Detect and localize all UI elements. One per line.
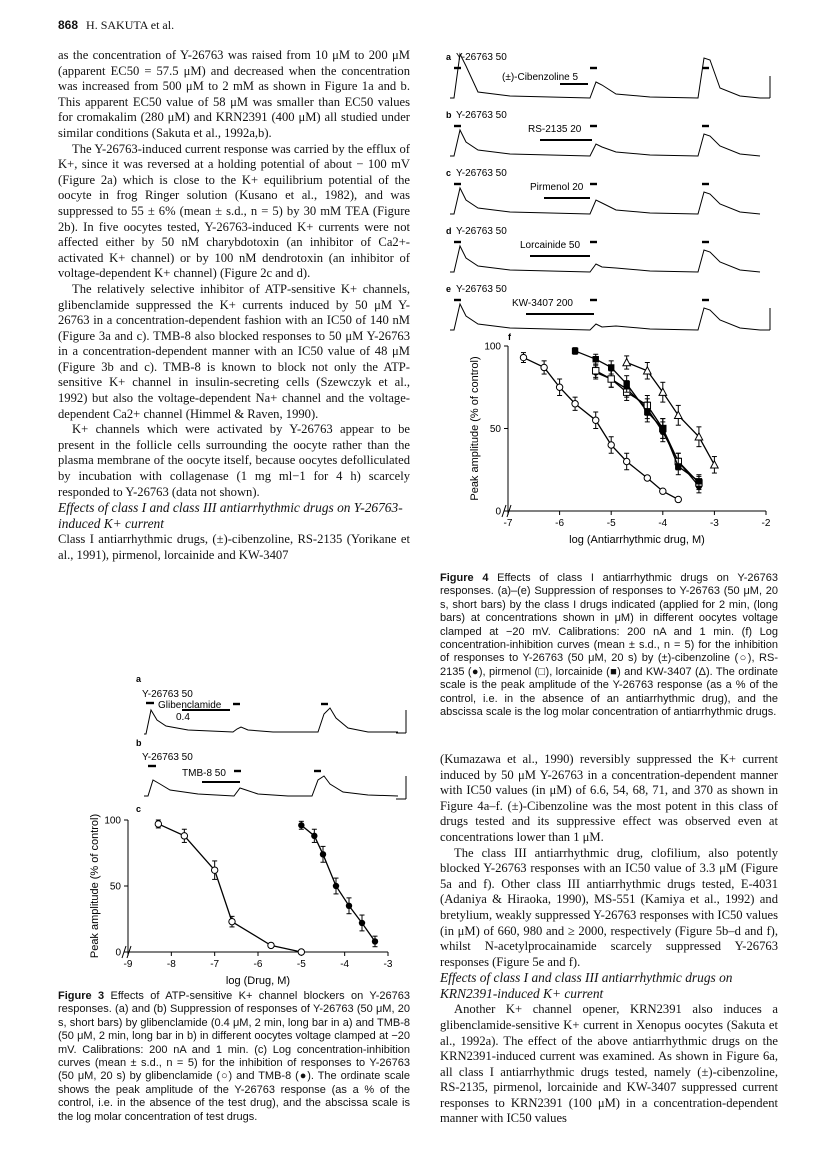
marker-open-square	[593, 368, 599, 374]
caption-text: Effects of class I antiarrhythmic drugs on Y-26763 responses. (a)–(e) Suppression of responses to Y-26763 (50 μM, 20 s, short bars) by the class I drugs indicated (applied for 2 min, (long bars) at concentrations shown in μM) in different oocytes voltage clamped at −20 mV. Calibrations: 200 nA and 1 min. (f) Log concentration-inhibition curves (mean ± s.d., n = 5) for the inhibition of responses to Y-26763 (50 μM, 20 s) by (±)-cibenzoline (○), RS-2135 (●), pirmenol (□), lorcainide (■) and KW-3407 (Δ). The ordinate scale is the peak amplitude of the Y-26763 response (as a % of the control, i.e. in the absence of an antiarrhythmic drug), and the abscissa scale is the log molar concentration of antiarrhythmic drugs.	[440, 572, 778, 719]
trace-drug-label: Pirmenol 20	[530, 182, 584, 193]
trace-a-agonist: Y-26763 50	[142, 689, 193, 700]
x-tick-label: -4	[340, 959, 350, 970]
figure-3	[58, 672, 418, 990]
section-heading: Effects of class I and class III antiarrhythmic drugs on Y-26763-induced K+ current	[58, 500, 403, 532]
running-authors: H. SAKUTA et al.	[86, 18, 175, 32]
paragraph: as the concentration of Y-26763 was raised from 10 μM to 200 μM (apparent EC50 = 57.5 μM) and decreased when the concentration was increased from 500 μM to 2 mM as shown in Figure 1a and b. This apparent EC50 value of 58 μM was smaller than EC50 values for cromakalim (280 μM) and KRN2391 (400 μM) all studied under similar conditions (Sakuta et al., 1992a,b).	[58, 48, 410, 140]
series-kw-3407	[623, 356, 718, 473]
series-line	[596, 372, 699, 486]
trace-drug-label: RS-2135 20	[528, 124, 582, 135]
marker-filled-square	[696, 478, 702, 484]
series-line	[627, 363, 715, 465]
trace-b-agonist: Y-26763 50	[142, 752, 193, 763]
trace-drug-label: Lorcainide 50	[520, 240, 581, 251]
panel-label-a: a	[136, 674, 142, 684]
paragraph: K+ channels which were activated by Y-26763 appear to be present in the follicle cells surrounding the oocyte rather than the plasma membrane of the oocyte itself, because oocytes defolliculated by incubation with collagenase (1 mg ml−1 for 4 h) scarcely responded to Y-26763 (data not shown).	[58, 422, 410, 499]
marker-open-circle	[155, 821, 161, 827]
caption-label: Figure 4	[440, 572, 489, 584]
panel-label: b	[446, 110, 452, 120]
marker-open-circle	[623, 458, 629, 464]
marker-open-triangle	[711, 461, 719, 468]
paragraph: The relatively selective inhibitor of ATP-sensitive K+ channels, glibenclamide suppressed the K+ currents induced by 50 μM Y-26763 in a concentration-dependent fashion with an IC50 of 140 nM (Figure 3a and c). TMB-8 also blocked responses to 50 μM Y-26763 in a concentration-dependent manner with an IC50 value of 48 μM (Figure 3b and c). TMB-8 is known to block not only the ATP-sensitive K+ channel in insulin-secreting cells (Szewczyk et al., 1992) but also the voltage-dependent Na+ channel and the voltage-dependent Ca2+ channel (Himmel & Raven, 1990).	[58, 281, 410, 421]
marker-open-triangle	[623, 359, 631, 366]
trace-b-drug: TMB-8 50	[182, 768, 226, 779]
marker-filled-circle	[359, 920, 365, 926]
marker-filled-circle	[320, 851, 326, 857]
y-axis-label: Peak amplitude (% of control)	[469, 356, 481, 501]
marker-open-circle	[211, 867, 217, 873]
y-tick-label: 50	[489, 424, 501, 435]
trace-agonist-label: Y-26763 50	[456, 110, 507, 121]
panel-label-c: c	[136, 804, 142, 814]
y-tick-label: 100	[484, 341, 501, 353]
marker-open-circle	[520, 354, 526, 360]
series-line	[523, 358, 678, 500]
y-tick-label: 50	[109, 881, 121, 893]
y-tick-label: 0	[495, 506, 501, 518]
series-tmb-8	[298, 821, 378, 946]
marker-filled-square	[660, 425, 666, 431]
marker-filled-circle	[372, 938, 378, 944]
series-line	[158, 824, 301, 952]
marker-open-circle	[229, 918, 235, 924]
trace-agonist-label: Y-26763 50	[456, 168, 507, 179]
panel-label: c	[446, 168, 452, 178]
figure-4-traces	[446, 52, 770, 342]
y-tick-label: 100	[104, 815, 121, 827]
concentration-inhibition-plot-4f	[469, 342, 771, 547]
panel-label: d	[446, 226, 452, 236]
marker-open-circle	[675, 496, 681, 502]
right-column	[440, 752, 778, 1127]
marker-filled-circle	[333, 883, 339, 889]
marker-open-circle	[608, 442, 614, 448]
marker-open-circle	[268, 942, 274, 948]
x-tick-label: -4	[658, 518, 668, 529]
panel-label-b: b	[136, 738, 142, 748]
panel-label: a	[446, 52, 452, 62]
marker-open-circle	[556, 384, 562, 390]
concentration-inhibition-plot-3c	[89, 814, 393, 987]
paragraph: (Kumazawa et al., 1990) reversibly suppressed the K+ current induced by 50 μM Y-26763 in a concentration-dependent manner with IC50 values (in μM) of 6.6, 54, 68, 71, and 370 as shown in Figure 4a–f. (±)-Cibenzoline was the most potent in this class of drugs tested and its suppressive effect was observed even at concentrations lower than 1 μM.	[440, 752, 778, 844]
trace-a-drug: Glibenclamide	[158, 700, 222, 711]
marker-filled-square	[572, 348, 578, 354]
x-tick-label: -2	[761, 518, 771, 529]
y-axis-label: Peak amplitude (% of control)	[89, 813, 101, 959]
current-trace-b	[144, 776, 398, 796]
x-tick-label: -8	[166, 959, 176, 970]
x-tick-label: -5	[296, 959, 306, 970]
series-rs-2135	[593, 366, 703, 493]
current-trace	[450, 130, 760, 156]
figure-4	[440, 48, 780, 563]
x-tick-label: -9	[123, 959, 133, 970]
panel-label: e	[446, 284, 452, 294]
x-tick-label: -6	[555, 518, 565, 529]
paragraph: The class III antiarrhythmic drug, clofilium, also potently blocked Y-26763 responses with an IC50 value of 3.3 μM (Figure 5a and f). Other class III antiarrhythmic drugs tested, E-4031 (Adaniya & Hiraoka, 1990), MS-551 (Kamiya et al., 1992) and bretylium, weakly suppressed Y-26763 responses with IC50 values (in μM) of 660, 980 and ≥ 2000, respectively (Figure 5b–d and f), whilst N-acetylprocainamide scarcely suppressed Y-26763 responses (Figure 5e and f).	[440, 845, 778, 969]
page-number: 868	[58, 18, 79, 32]
marker-open-circle	[541, 364, 547, 370]
paragraph: Another K+ channel opener, KRN2391 also induces a glibenclamide-sensitive K+ current in Xenopus oocytes (Sakuta et al., 1992a). The effect of the above antiarrhythmic drugs on the KRN2391-induced current was examined. As shown in Figure 6a, all class I antiarrhythmic drugs tested, namely (±)-cibenzoline, RS-2135, pirmenol, lorcainide and KW-3407 suppressed current responses to KRN2391 (100 μM) in a concentration-dependent manner with IC50 values	[440, 1002, 778, 1126]
page-header	[58, 18, 174, 33]
panel-label-f: f	[508, 332, 511, 342]
marker-filled-circle	[311, 833, 317, 839]
marker-open-circle	[593, 417, 599, 423]
x-tick-label: -5	[606, 518, 616, 529]
trace-drug-label: (±)-Cibenzoline 5	[502, 72, 579, 83]
x-tick-label: -3	[709, 518, 719, 529]
y-tick-label: 0	[115, 947, 121, 959]
marker-filled-square	[593, 356, 599, 362]
figure-3-caption	[58, 990, 410, 1124]
current-trace	[450, 246, 760, 272]
marker-open-circle	[298, 949, 304, 955]
marker-filled-circle	[346, 903, 352, 909]
paragraph: The Y-26763-induced current response was carried by the efflux of K+, since it was reversed at a holding potential of about − 100 mV (Figure 2a) which is close to the K+ equilibrium potential of the oocyte in frog Ringer solution (Kusano et al., 1982), and was suppressed to 55 ± 6% (mean ± s.d., n = 5) by 30 mM TEA (Figure 2b). In five oocytes tested, Y-26763-induced K+ currents were not affected either by 50 nM charybdotoxin (an inhibitor of Ca2+-activated K+ channel) or by 100 nM dendrotoxin (an inhibitor of voltage-dependent K+ channel) (Figure 2c and d).	[58, 141, 410, 281]
marker-open-square	[608, 376, 614, 382]
trace-agonist-label: Y-26763 50	[456, 226, 507, 237]
x-tick-label: -3	[383, 959, 393, 970]
x-axis-label: log (Drug, M)	[225, 975, 291, 987]
section-heading: Effects of class I and class III antiarrhythmic drugs on KRN2391-induced K+ current	[440, 970, 733, 1002]
caption-text: Effects of ATP-sensitive K+ channel blockers on Y-26763 responses. (a) and (b) Suppression of responses of Y-26763 (50 μM, 20 s, short bars) by glibenclamide (0.4 μM, 2 min, long bar in a) and TMB-8 (50 μM, 2 min, long bar in b) in different oocytes voltage clamped at −20 mV. Calibrations: 200 nA and 1 min. (c) Log concentration-inhibition curves (mean ± s.d., n = 5) for the inhibition of responses to Y-26763 (50 μM, 20 s) by glibenclamide (○) and TMB-8 (●). The ordinate scale shows the peak amplitude of the Y-26763 response (as a % of the control, i.e. in the absence of the test drug), and the abscissa scale is the log molar concentration of test drugs.	[58, 990, 410, 1123]
caption-label: Figure 3	[58, 990, 105, 1002]
marker-open-circle	[572, 401, 578, 407]
marker-filled-circle	[298, 822, 304, 828]
marker-open-circle	[660, 488, 666, 494]
current-trace	[450, 188, 760, 214]
x-tick-label: -7	[210, 959, 220, 970]
trace-a-conc: 0.4	[176, 712, 190, 723]
marker-filled-square	[675, 463, 681, 469]
marker-open-circle	[644, 475, 650, 481]
x-tick-label: -6	[253, 959, 263, 970]
marker-filled-square	[644, 409, 650, 415]
marker-filled-square	[608, 364, 614, 370]
trace-drug-label: KW-3407 200	[512, 298, 573, 309]
trace-agonist-label: Y-26763 50	[456, 52, 507, 63]
marker-open-circle	[181, 833, 187, 839]
trace-agonist-label: Y-26763 50	[456, 284, 507, 295]
figure-4-caption	[440, 572, 778, 719]
series-glibenclamide	[155, 820, 304, 955]
x-axis-label: log (Antiarrhythmic drug, M)	[569, 534, 705, 546]
marker-filled-square	[623, 381, 629, 387]
x-tick-label: -7	[503, 518, 513, 529]
left-column	[58, 48, 410, 563]
paragraph: Class I antiarrhythmic drugs, (±)-cibenzoline, RS-2135 (Yorikane et al., 1991), pirmenol, lorcainide and KW-3407	[58, 532, 410, 562]
current-trace	[450, 304, 760, 330]
